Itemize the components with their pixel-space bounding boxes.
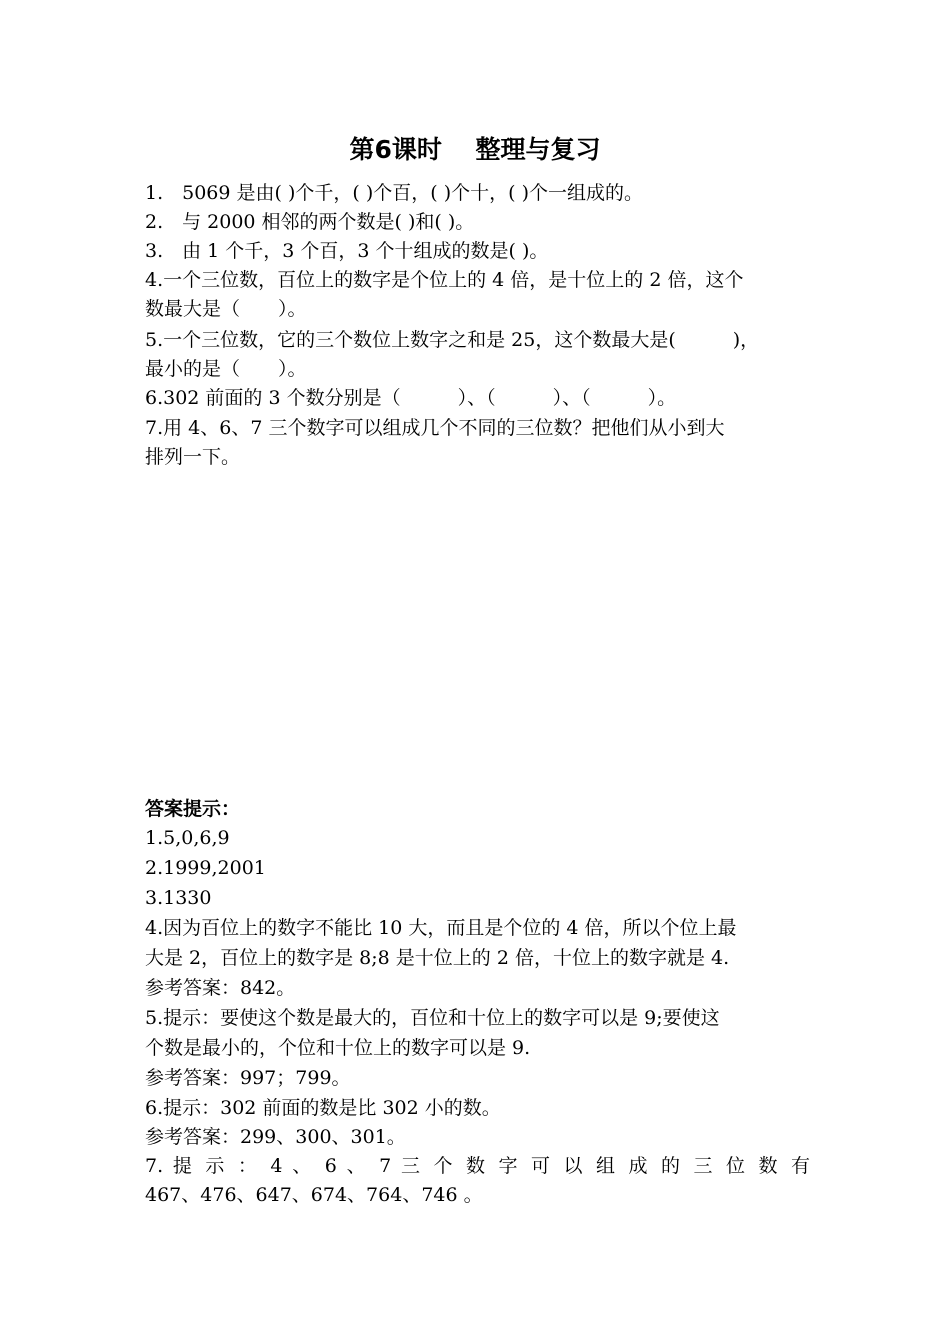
answers-heading: 答案提示：	[145, 798, 241, 820]
question-6: 6.302 前面的 3 个数分别是（ ）、（ ）、（ ）。	[145, 387, 677, 409]
question-5-line-1: 5.一个三位数，它的三个数位上数字之和是 25，这个数最大是( )，	[145, 329, 760, 351]
question-7-line-2: 排列一下。	[145, 446, 241, 468]
question-2: 2. 与 2000 相邻的两个数是( )和( )。	[145, 211, 475, 233]
answer-7-line-2: 467、476、647、674、764、746 。	[145, 1184, 483, 1206]
question-4-line-1: 4.一个三位数，百位上的数字是个位上的 4 倍，是十位上的 2 倍，这个	[145, 269, 744, 291]
answer-4-reference: 参考答案：842。	[145, 977, 296, 999]
question-3: 3. 由 1 个千，3 个百，3 个十组成的数是( )。	[145, 240, 549, 262]
question-4-line-2: 数最大是（ ）。	[145, 298, 307, 320]
answer-6-reference: 参考答案：299、300、301。	[145, 1126, 406, 1148]
page-title: 第6课时 整理与复习	[349, 135, 601, 164]
question-5-line-2: 最小的是（ ）。	[145, 358, 307, 380]
question-7-line-1: 7.用 4、6、7 三个数字可以组成几个不同的三位数？把他们从小到大	[145, 417, 725, 439]
answer-4-line-2: 大是 2，百位上的数字是 8;8 是十位上的 2 倍，十位上的数字就是 4.	[145, 947, 730, 969]
answer-7-line-1: 7. 提 示 ： 4 、 6 、 7 三 个 数 字 可 以 组 成 的 三 位 数 有	[145, 1155, 810, 1177]
answer-5-line-1: 5.提示：要使这个数是最大的，百位和十位上的数字可以是 9;要使这	[145, 1007, 720, 1029]
question-1: 1. 5069 是由( )个千，( )个百，( )个十，( )个一组成的。	[145, 182, 643, 204]
answer-4-line-1: 4.因为百位上的数字不能比 10 大，而且是个位的 4 倍，所以个位上最	[145, 917, 737, 939]
answer-5-line-2: 个数是最小的，个位和十位上的数字可以是 9.	[145, 1037, 531, 1059]
answer-1: 1.5,0,6,9	[145, 827, 230, 849]
answer-5-reference: 参考答案：997；799。	[145, 1067, 351, 1089]
answer-2: 2.1999,2001	[145, 857, 266, 879]
answer-3: 3.1330	[145, 887, 212, 909]
answer-6-hint: 6.提示：302 前面的数是比 302 小的数。	[145, 1097, 501, 1119]
